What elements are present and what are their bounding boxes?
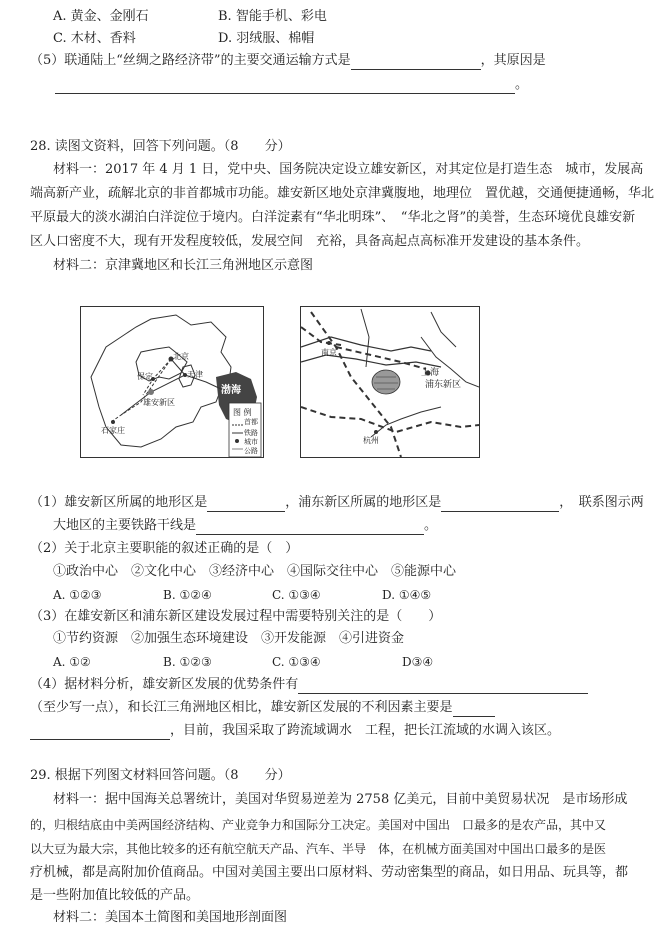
q28-material1-line2: 端高新产业，疏解北京的非首都城市功能。雄安新区地处京津冀腹地，地理位 置优越，交通便捷通畅，华北 [30,186,655,201]
legend-railway: 铁路 [244,429,258,437]
q28-sub3-items: ①节约资源 ②加强生态环境建设 ③开发能源 ④引进资金 [53,631,405,646]
q28-material1-line4: 区人口密度不大，现有开发程度较低，发展空间 充裕，具备高起点高标准开发建设的基本条件。 [30,234,590,249]
answer-blank[interactable] [298,679,588,694]
q29-material1-line4: 疗机械，都是高附加价值商品。中国对美国主要出口原材料、劳动密集型的商品，如日用品、玩具等，都 [30,865,629,880]
shanghai-label: 上海 [421,368,440,378]
q28-sub4-text-b: （至少写一点），和长江三角洲地区相比，雄安新区发展的不利因素主要是 [30,700,453,715]
q29-heading: 29. 根据下列图文材料回答问题。（8 分） [30,768,291,783]
q28-material1-line3: 平原最大的淡水湖泊白洋淀位于境内。白洋淀素有“华北明珠”、 “华北之肾”的美誉，生态环境优良雄安新 [30,210,636,225]
q28-sub1-text-a: （1）雄安新区所属的地形区是 [30,495,208,510]
q28-sub3-option-c[interactable]: C. ①③④ [272,655,321,669]
legend-capital: 首都 [244,418,258,426]
q28-sub4-line2 [30,699,495,717]
q28-heading: 28. 读图文资料，回答下列问题。（8 分） [30,139,291,154]
q28-sub4-line3 [30,722,560,740]
q28-sub1-line2 [53,517,437,535]
q27-reason-line [55,76,528,94]
q28-sub2-option-d[interactable]: D. ①④⑤ [382,588,432,602]
q28-sub4-text-c: ，目前，我国采取了跨流域调水 工程，把长江流域的水调入该区。 [170,723,561,738]
q27-sub5 [30,52,546,70]
tianjin-label: 天津 [187,370,203,379]
q28-sub3-option-d[interactable]: D③④ [402,655,434,669]
q28-sub4-text-a: （4）据材料分析，雄安新区发展的优势条件有 [30,677,299,692]
q28-sub1-text-d: 大地区的主要铁路干线是 [53,518,197,533]
q29-material1-line1: 材料一：据中国海关总署统计，美国对华贸易逆差为 2758 亿美元，目前中美贸易状况 是市场形成 [53,792,628,807]
q28-sub2-option-c[interactable]: C. ①③④ [272,588,321,602]
q29-material1-line3: 以大豆为最大宗，其他比较多的还有航空航天产品、汽车、半导 体，在机械方面美国对中国出口最多的是医 [30,842,607,856]
jingjinji-map [80,306,264,458]
bohai-label: 渤海 [221,385,241,396]
period: 。 [424,518,438,533]
beijing-label: 北京 [173,352,189,361]
pudong-label: 浦东新区 [425,380,462,390]
q28-sub4 [30,676,588,694]
q28-sub1-text-c: ， 联系图示两 [559,495,644,510]
q27-option-c: C. 木材、香料 [53,31,136,46]
q29-material1-line2: 的，归根结底由中美两国经济结构、产业竞争力和国际分工决定。美国对中国出 口最多的是农产品，其中又 [30,818,607,832]
answer-blank[interactable] [453,702,495,717]
q28-material1-line1: 材料一：2017 年 4 月 1 日，党中央、国务院决定设立雄安新区，对其定位是打造生态 城市，发展高 [53,162,644,177]
q27-option-a: A. 黄金、金刚石 [53,9,149,24]
xiongan-label: 雄安新区 [143,398,175,407]
answer-blank[interactable] [55,79,515,94]
q28-sub2-option-a[interactable]: A. ①②③ [53,588,102,602]
q28-sub2: （2）关于北京主要职能的叙述正确的是（ ） [30,541,299,556]
q29-material1-line5: 是一些附加值比较低的产品。 [30,888,200,903]
hangzhou-label: 杭州 [363,436,379,445]
baoding-label: 保定 [137,372,153,381]
q27-sub5-text: （5）联通陆上“丝绸之路经济带”的主要交通运输方式是 [30,53,351,68]
nanjing-label: 南京 [321,348,337,357]
q29-material2: 材料二：美国本土简图和美国地形剖面图 [53,910,288,925]
q28-sub1-text-b: ，浦东新区所属的地形区是 [285,495,442,510]
legend-title: 图 例 [233,408,252,417]
q28-sub3: （3）在雄安新区和浦东新区建设发展过程中需要特别关注的是（ ） [30,609,442,624]
shijiazhuang-label: 石家庄 [101,426,125,435]
legend-road: 公路 [244,447,258,455]
q27-option-b: B. 智能手机、彩电 [218,9,327,24]
legend-city: 城市 [244,438,258,446]
yangtze-delta-map [300,306,480,458]
q28-sub2-option-b[interactable]: B. ①②④ [163,588,212,602]
q28-material2: 材料二：京津冀地区和长江三角洲地区示意图 [53,258,314,273]
q28-sub3-option-a[interactable]: A. ①② [53,655,91,669]
q28-sub2-items: ①政治中心 ②文化中心 ③经济中心 ④国际交往中心 ⑤能源中心 [53,564,457,579]
period: 。 [515,77,529,92]
answer-blank[interactable] [441,497,559,512]
answer-blank[interactable] [351,55,481,70]
q28-sub1 [30,494,644,512]
answer-blank[interactable] [30,725,170,740]
q27-option-d: D. 羽绒服、棉帽 [218,31,315,46]
answer-blank[interactable] [196,520,424,535]
q28-sub3-option-b[interactable]: B. ①②③ [163,655,212,669]
q27-sub5-reason: ，其原因是 [480,53,546,68]
answer-blank[interactable] [207,497,285,512]
